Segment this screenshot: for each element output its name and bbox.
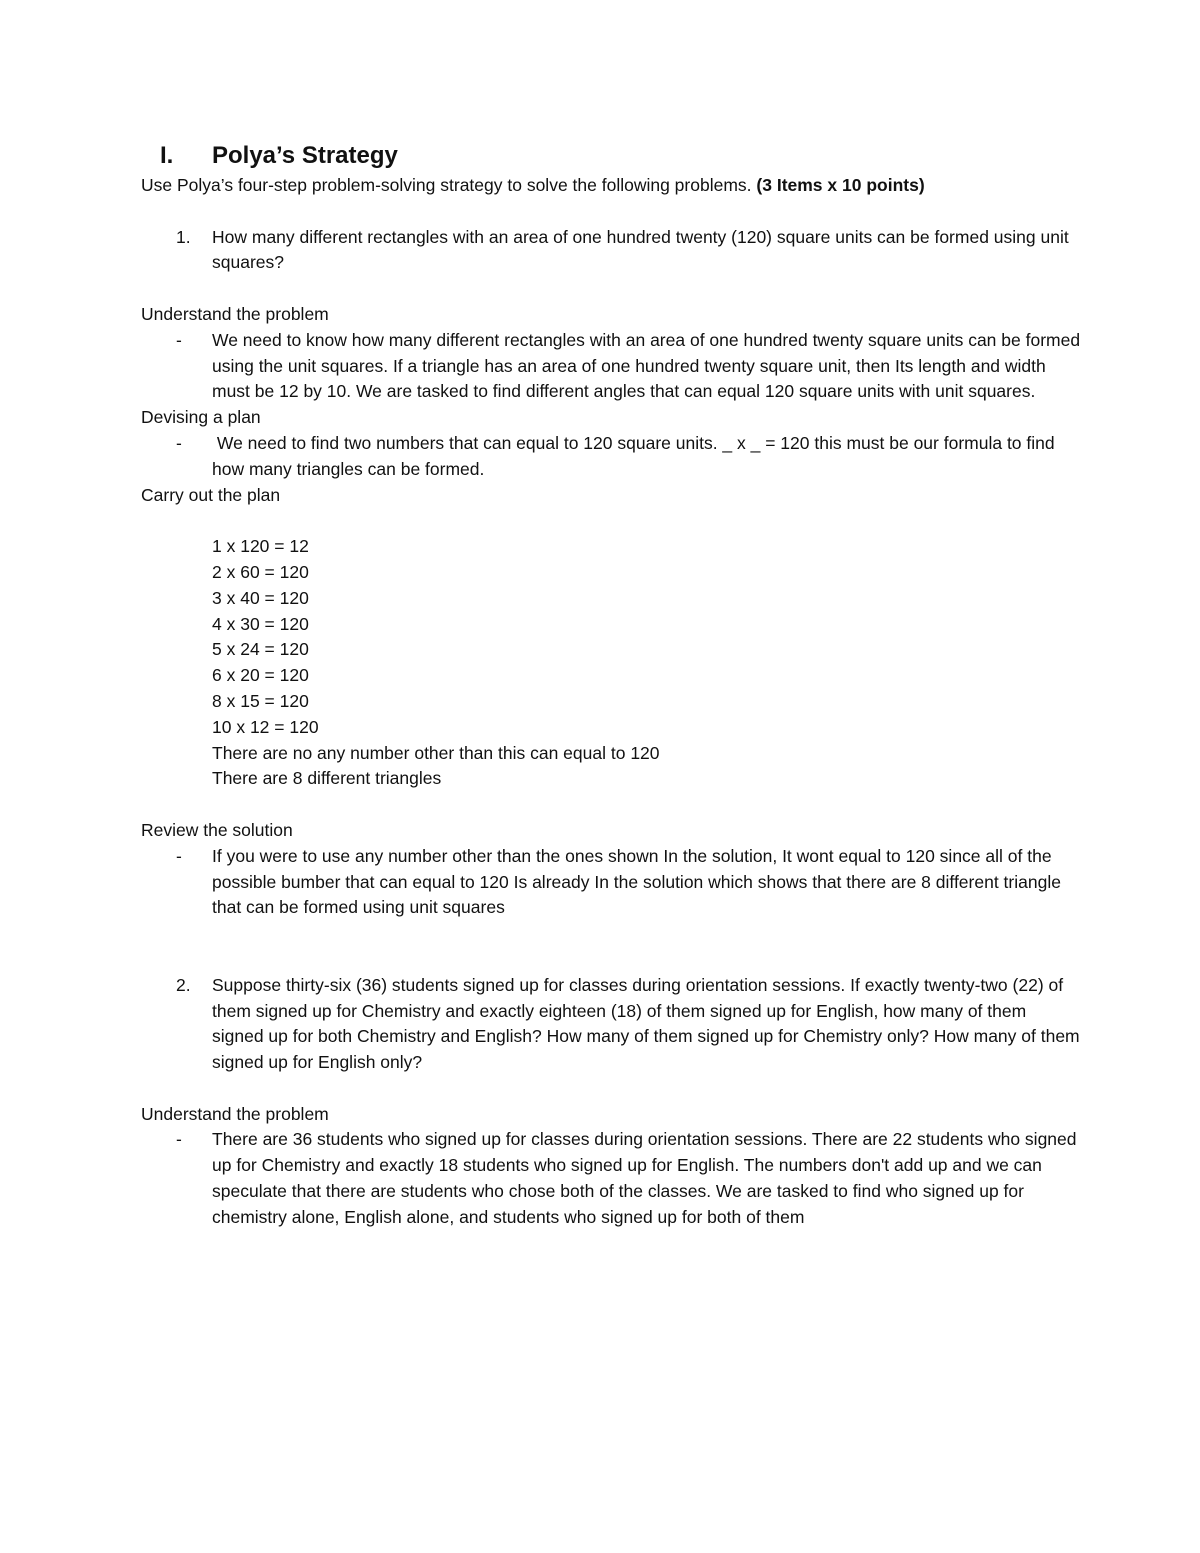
calculation-line: 2 x 60 = 120 bbox=[212, 561, 309, 582]
calculation-line: 3 x 40 = 120 bbox=[212, 587, 309, 608]
problem-1-question bbox=[141, 225, 1081, 277]
section-heading bbox=[160, 140, 398, 172]
problem-2-understand-bullet bbox=[141, 1127, 1081, 1230]
instructions-text: Use Polya’s four-step problem-solving strategy to solve the following problems. bbox=[141, 175, 752, 195]
calculation-note: There are no any number other than this can equal to 120 bbox=[212, 742, 660, 763]
calculation-note: There are 8 different triangles bbox=[212, 768, 442, 789]
calculation-line: 8 x 15 = 120 bbox=[212, 690, 309, 711]
problem-1-review-text: If you were to use any number other than the ones shown In the solution, It wont equal to 120 since all of the possible bumber that can equal to 120 Is already In the solution which shows that there are 8 different triangle that can be formed using unit squares bbox=[212, 845, 1061, 918]
calculation-line: 1 x 120 = 12 bbox=[212, 536, 309, 557]
problem-1-calculations bbox=[141, 534, 1081, 792]
problem-1-understand-text: We need to know how many different rectangles with an area of one hundred twenty square units can be formed using the unit squares. If a triangle has an area of one hundred twenty square unit, then Its length and width must be 12 by 10. We are tasked to find different angles that can equal 120 square units with unit squares. bbox=[212, 329, 1081, 402]
calculation-line: 6 x 20 = 120 bbox=[212, 665, 309, 686]
instructions bbox=[141, 173, 1081, 199]
problem-2-text: Suppose thirty-six (36) students signed up for classes during orientation sessions. If exactly twenty-two (22) of them signed up for Chemistry and exactly eighteen (18) of them signed up for English, how many of them signed up for both Chemistry and English? How many of them signed up for Chemistry only? How many of them signed up for English only? bbox=[212, 974, 1080, 1073]
problem-2-understand-text: There are 36 students who signed up for classes during orientation sessions. There are 22 students who signed up for Chemistry and exactly 18 students who signed up for English. The numbers don't add up and we can speculate that there are students who chose both of the classes. We are tasked to find who signed up for chemistry alone, English alone, and students who signed up for both of them bbox=[212, 1129, 1077, 1227]
calculation-line: 5 x 24 = 120 bbox=[212, 639, 309, 660]
bullet-dash: - bbox=[176, 1129, 182, 1150]
problem-1-text: How many different rectangles with an area of one hundred twenty (120) square units can be formed using unit squares? bbox=[212, 226, 1069, 273]
bullet-dash: - bbox=[176, 845, 182, 866]
problem-1-review-bullet bbox=[141, 844, 1081, 921]
bullet-dash: - bbox=[176, 329, 182, 350]
problem-1-understand-bullet bbox=[141, 328, 1081, 405]
section-title: Polya’s Strategy bbox=[212, 142, 398, 169]
problem-1-plan-heading: Devising a plan bbox=[141, 407, 261, 428]
problem-1-understand-heading: Understand the problem bbox=[141, 303, 329, 324]
problem-1-review-heading: Review the solution bbox=[141, 819, 293, 840]
points-note: (3 Items x 10 points) bbox=[756, 175, 925, 195]
calculation-line: 10 x 12 = 120 bbox=[212, 716, 319, 737]
problem-2-number: 2. bbox=[176, 974, 191, 995]
document-body bbox=[141, 173, 1081, 1231]
problem-1-plan-bullet bbox=[141, 431, 1081, 483]
section-number: I. bbox=[160, 142, 174, 169]
calculation-line: 4 x 30 = 120 bbox=[212, 613, 309, 634]
problem-1-carry-heading: Carry out the plan bbox=[141, 484, 281, 505]
problem-1-number: 1. bbox=[176, 226, 191, 247]
problem-2-understand-heading: Understand the problem bbox=[141, 1103, 329, 1124]
problem-1-plan-text: We need to find two numbers that can equal to 120 square units. _ x _ = 120 this must be our formula to find how many triangles can be formed. bbox=[212, 432, 1060, 479]
bullet-dash: - bbox=[176, 432, 182, 453]
problem-2-question bbox=[141, 973, 1081, 1076]
